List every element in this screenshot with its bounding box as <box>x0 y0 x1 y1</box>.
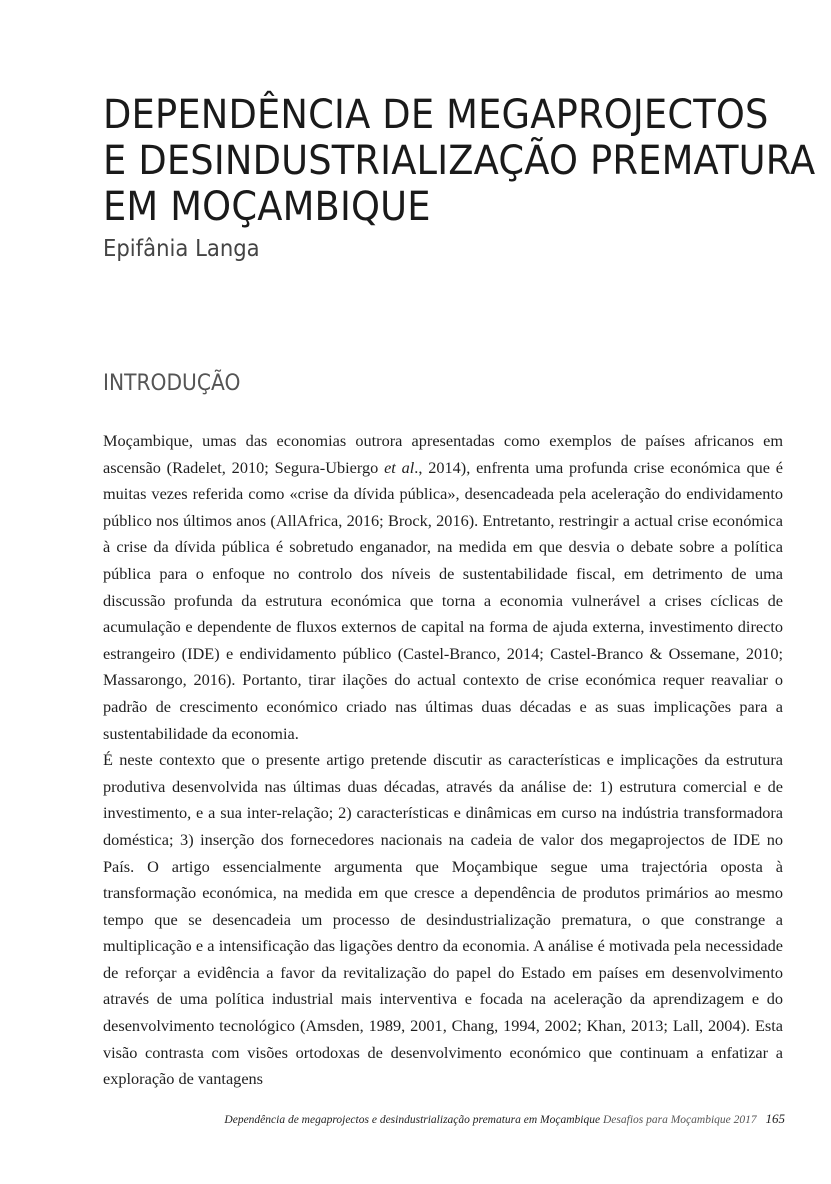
running-title: Dependência de megaprojectos e desindustrialização prematura em Moçambique <box>224 1114 601 1126</box>
body-text <box>103 428 783 1093</box>
italic-text: et al <box>384 457 415 477</box>
title-line: E DESINDUSTRIALIZAÇÃO PREMATURA <box>103 138 816 184</box>
page-footer <box>180 1111 785 1127</box>
journal-name: Desafios para Moçambique 2017 <box>602 1114 757 1126</box>
paragraph-text: ., 2014), enfrenta uma profunda crise económica que é muitas vezes referida como «crise da dívida pública», desencadeada pela aceleração do endividamento público nos últimos anos (AllAfrica, 2016; Brock, 2016). Entretanto, restringir a actual crise económica à crise da dívida pública é sobretudo enganador, na medida em que desvia o debate sobre a política pública para o enfoque no controlo dos níveis de sustentabilidade fiscal, em detrimento de uma discussão profunda da estrutura económica que torna a economia vulnerável a crises cíclicas de acumulação e dependente de fluxos externos de capital na forma de ajuda externa, investimento directo estrangeiro (IDE) e endividamento público (Castel-Branco, 2014; Castel-Branco & Ossemane, 2010; Massarongo, 2016). Portanto, tirar ilações do actual contexto de crise económica requer reavaliar o padrão de crescimento económico criado nas últimas duas décadas e as suas implicações para a sustentabilidade da economia. <box>103 457 783 743</box>
paragraph: É neste contexto que o presente artigo pretende discutir as características e implicações da estrutura produtiva desenvolvida nas últimas duas décadas, através da análise de: 1) estrutura comercial e de investimento, e a sua inter-relação; 2) características e dinâmicas em curso na indústria transformadora doméstica; 3) inserção dos fornecedores nacionais na cadeia de valor dos megaprojectos de IDE no País. O artigo essencialmente argumenta que Moçambique segue uma trajectória oposta à transformação económica, na medida em que cresce a dependência de produtos primários ao mesmo tempo que se desencadeia um processo de desindustrialização prematura, o que constrange a multiplicação e a intensificação das ligações dentro da economia. A análise é motivada pela necessidade de reforçar a evidência a favor da revitalização do papel do Estado em países em desenvolvimento através de uma política industrial mais interventiva e focada na aceleração da aprendizagem e do desenvolvimento tecnológico (Amsden, 1989, 2001, Chang, 1994, 2002; Khan, 2013; Lall, 2004). Esta visão contrasta com visões ortodoxas de desenvolvimento económico que continuam a enfatizar a exploração de vantagens <box>103 750 783 1089</box>
page-number: 165 <box>765 1111 785 1126</box>
title-line: EM MOÇAMBIQUE <box>103 184 431 230</box>
title-line: DEPENDÊNCIA DE MEGAPROJECTOS <box>103 92 769 138</box>
author-name: Epifânia Langa <box>103 236 260 262</box>
paragraph <box>103 428 783 747</box>
section-heading: INTRODUÇÃO <box>103 371 241 396</box>
paragraph-text: Moçambique, umas das economias outrora apresentadas como exemplos de países africanos em ascensão (Radelet, 2010; Segura-Ubiergo <box>103 431 783 477</box>
article-title <box>103 92 816 230</box>
